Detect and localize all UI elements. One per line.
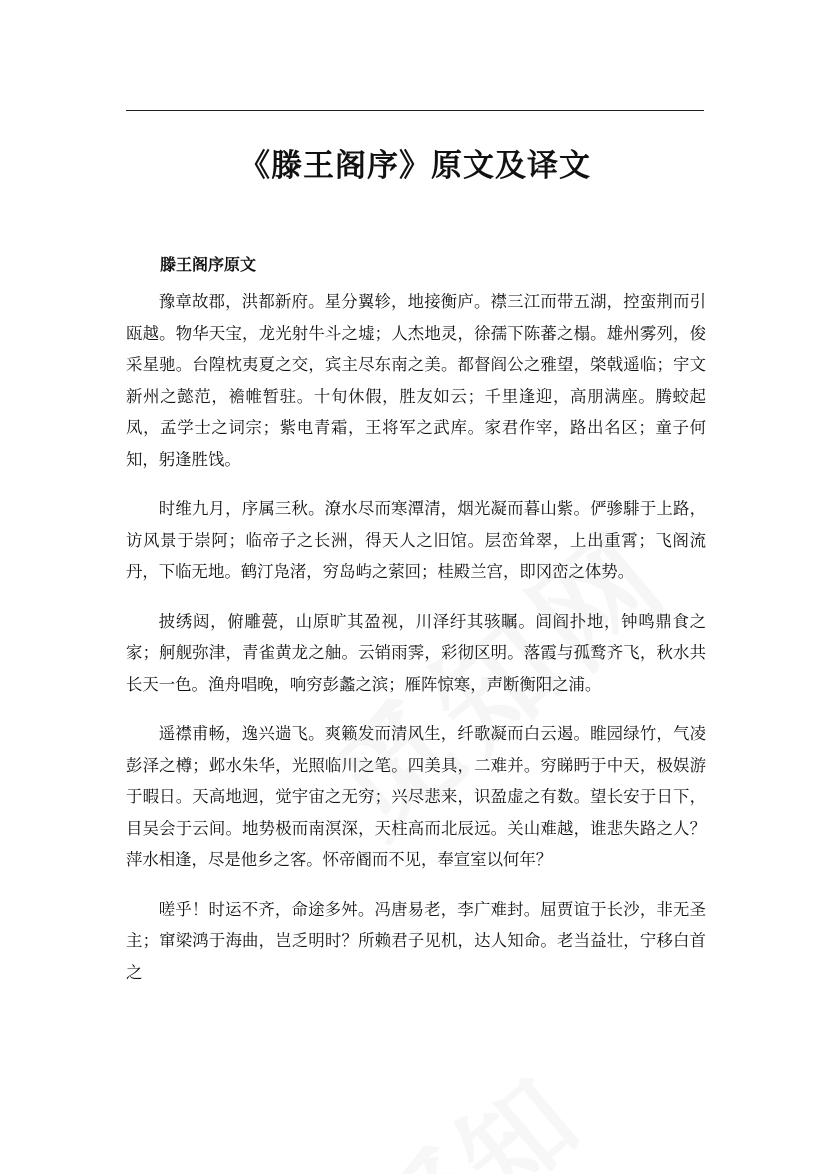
watermark [335, 1038, 605, 1174]
header-rule [126, 110, 704, 111]
body-text [126, 286, 706, 1006]
paragraph: 遥襟甫畅，逸兴遄飞。爽籁发而清风生，纤歌凝而白云遏。睢园绿竹，气凌彭泽之樽；邺水朱华，光照临川之笔。四美具，二难并。穷睇眄于中天，极娱游于暇日。天高地迥，觉宇宙之无穷；兴尽悲来，识盈虚之有数。望长安于日下，目吴会于云间。地势极而南溟深，天柱高而北辰远。关山难越，谁悲失路之人？萍水相逢，尽是他乡之客。怀帝阍而不见，奉宣室以何年？ [126, 724, 706, 869]
paragraph: 披绣闼，俯雕甍，山原旷其盈视，川泽纡其骇瞩。闾阎扑地，钟鸣鼎食之家；舸舰弥津，青雀黄龙之舳。云销雨霁，彩彻区明。落霞与孤鹜齐飞，秋水共长天一色。渔舟唱晚，响穷彭蠡之滨；雁阵惊寒，声断衡阳之浦。 [126, 611, 706, 694]
document-title: 《滕王阁序》原文及译文 [239, 148, 591, 184]
paragraph: 时维九月，序属三秋。潦水尽而寒潭清，烟光凝而暮山紫。俨骖騑于上路，访风景于崇阿；临帝子之长洲，得天人之旧馆。层峦耸翠，上出重霄；飞阁流丹，下临无地。鹤汀凫渚，穷岛屿之萦回；桂殿兰宫，即冈峦之体势。 [126, 499, 706, 581]
section-heading: 滕王阁序原文 [160, 255, 257, 274]
paragraph: 嗟乎！时运不齐，命途多舛。冯唐易老，李广难封。屈贾谊于长沙，非无圣主；窜梁鸿于海曲，岂乏明时？所赖君子见机，达人知命。老当益壮，宁移白首之 [126, 899, 706, 982]
paragraph: 豫章故郡，洪都新府。星分翼轸，地接衡庐。襟三江而带五湖，控蛮荆而引瓯越。物华天宝，龙光射牛斗之墟；人杰地灵，徐孺下陈蕃之榻。雄州雾列，俊采星驰。台隍枕夷夏之交，宾主尽东南之美。都督阎公之雅望，棨戟遥临；宇文新州之懿范，襜帷暂驻。十旬休假，胜友如云；千里逢迎，高朋满座。腾蛟起凤，孟学士之词宗；紫电青霜，王将军之武库。家君作宰，路出名区；童子何知，躬逢胜饯。 [126, 292, 706, 469]
